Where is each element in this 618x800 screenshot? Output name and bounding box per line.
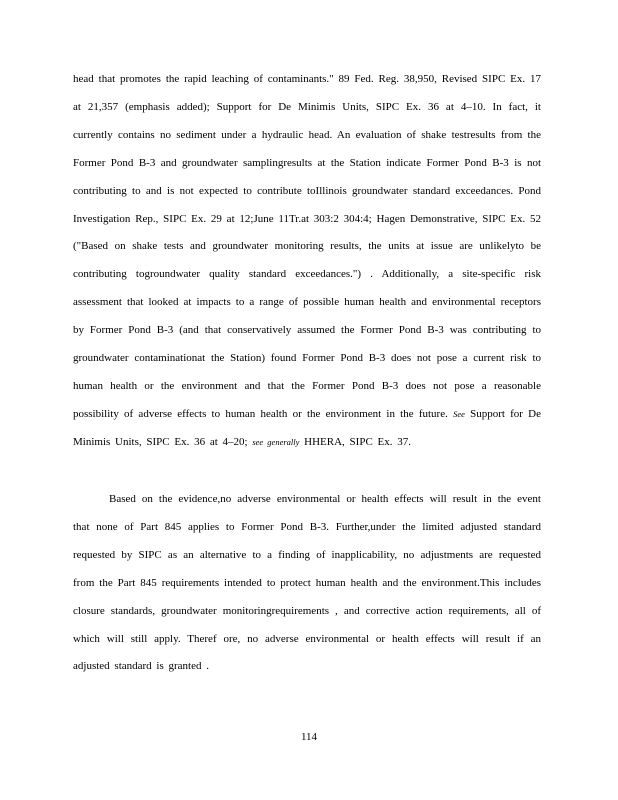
citation-signal-see-generally: see generally bbox=[252, 436, 300, 447]
citation-text: Support for De Minimis Units, SIPC Ex. 36 at 4–20; bbox=[73, 407, 541, 448]
citation-text: HHERA, SIPC Ex. 37. bbox=[304, 435, 411, 448]
body-paragraph: Based on the evidence,no adverse environmental or health effects will result in the event that none of Part 845 applies to Former Pond B-3. Further,under the limited adjusted standard requested by SIPC as an alternative to a finding of inapplicability, no adjustments are requested from the Part 845 requirements intended to protect human health and the environment.This includes closure standards, groundwater monitoringrequirements , and corrective action requirements, all of which will still apply. Theref ore, no adverse environmental or health effects will result if an adjusted standard is granted . bbox=[73, 493, 541, 673]
page-number: 114 bbox=[300, 731, 318, 743]
body-paragraph bbox=[73, 66, 541, 457]
paragraph-text: head that promotes the rapid leaching of contaminants." 89 Fed. Reg. 38,950, Revised SIPC Ex. 17 at 21,357 (emphasis added); Support for De Minimis Units, SIPC Ex. 36 at 4–10. In fact, it currently contains no sediment under a hydraulic head. An evaluation of shake testresults from the Former Pond B-3 and groundwater samplingresults at the Station indicate Former Pond B-3 is not contributing to and is not expected to contribute toIllinois groundwater standard exceedances. Pond Investigation Rep., SIPC Ex. 29 at 12;June 11Tr.at 303:2 304:4; Hagen Demonstrative, SIPC Ex. 52 ("Based on shake tests and groundwater monitoring results, the units at issue are unlikelyto be contributing togroundwater quality standard exceedances.") . Additionally, a site-specific risk assessment that looked at impacts to a range of possible human health and environmental receptors by Former Pond B-3 (and that conservatively assumed the Former Pond B-3 was contributing to groundwater contaminationat the Station) found Former Pond B-3 does not pose a current risk to human health or the environment and that the Former Pond B-3 does not pose a reasonable possibility of adverse effects to human health or the environment in the future. bbox=[73, 73, 541, 420]
citation-signal-see: See bbox=[453, 408, 465, 419]
